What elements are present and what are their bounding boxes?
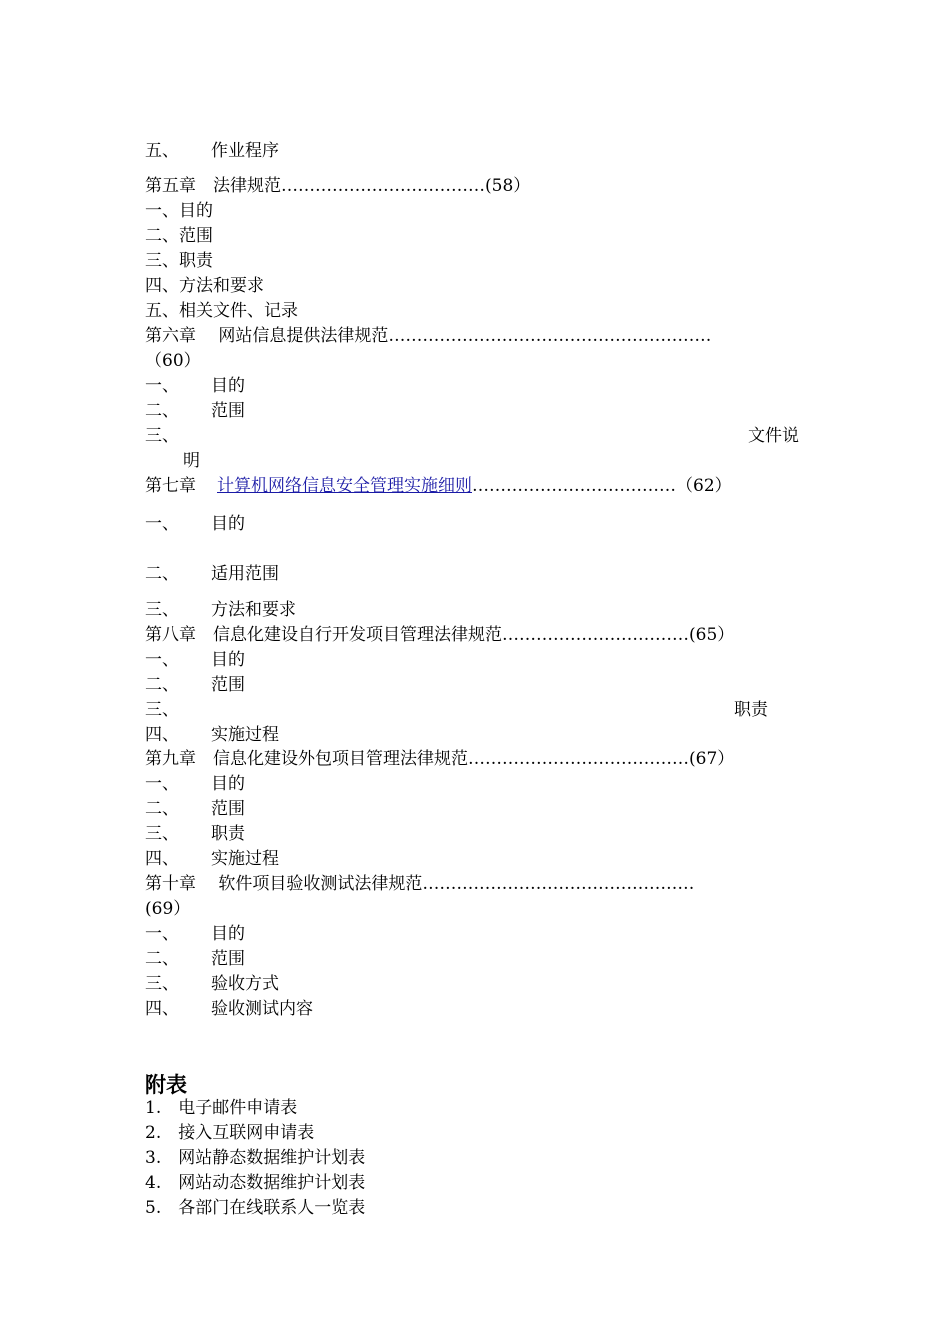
entry-number: 二、	[145, 799, 179, 819]
chapter-6-entry: 第六章 网站信息提供法律规范…………………………………………………	[145, 326, 712, 346]
toc-entry	[145, 924, 245, 944]
entry-title: 目的	[211, 650, 245, 670]
toc-entry: 二、范围	[145, 226, 213, 246]
entry-title: 适用范围	[211, 564, 279, 584]
entry-title: 范围	[211, 949, 245, 969]
chapter-8-entry: 第八章 信息化建设自行开发项目管理法律规范……………………………(65）	[145, 625, 735, 645]
chapter-10-page: (69）	[145, 899, 191, 919]
toc-entry	[145, 700, 768, 720]
entry-number: 一、	[145, 376, 179, 396]
entry-title: 目的	[211, 514, 245, 534]
entry-title: 验收测试内容	[211, 999, 313, 1019]
entry-title: 验收方式	[211, 974, 279, 994]
toc-entry: 五、相关文件、记录	[145, 301, 298, 321]
entry-title: 方法和要求	[211, 600, 296, 620]
entry-title: 实施过程	[211, 725, 279, 745]
entry-title: 目的	[211, 774, 245, 794]
entry-number: 三、	[145, 824, 179, 844]
chapter-9-entry: 第九章 信息化建设外包项目管理法律规范…………………………………(67）	[145, 749, 735, 769]
entry-title: 目的	[211, 376, 245, 396]
entry-number: 三、	[145, 426, 179, 446]
entry-title: 范围	[211, 675, 245, 695]
toc-entry: 三、职责	[145, 251, 213, 271]
toc-entry	[145, 774, 245, 794]
entry-number: 二、	[145, 675, 179, 695]
entry-title: 范围	[211, 401, 245, 421]
entry-number: 一、	[145, 650, 179, 670]
toc-entry	[145, 401, 245, 421]
entry-number: 三、	[145, 700, 179, 720]
chapter-label: 第七章	[145, 476, 196, 496]
entry-number: 一、	[145, 514, 179, 534]
entry-title: 范围	[211, 799, 245, 819]
toc-entry: 四、方法和要求	[145, 276, 264, 296]
toc-entry	[145, 141, 279, 161]
appendix-heading: 附表	[145, 1073, 187, 1097]
appendix-item: 3. 网站静态数据维护计划表	[145, 1148, 366, 1168]
entry-number: 一、	[145, 924, 179, 944]
entry-number: 四、	[145, 725, 179, 745]
toc-entry	[145, 999, 313, 1019]
chapter-5-entry: 第五章 法律规范………………………………(58）	[145, 176, 531, 196]
entry-number: 三、	[145, 600, 179, 620]
entry-number: 三、	[145, 974, 179, 994]
chapter-7-entry	[145, 476, 732, 496]
toc-entry	[145, 675, 245, 695]
toc-entry	[145, 799, 245, 819]
appendix-item: 1. 电子邮件申请表	[145, 1098, 298, 1118]
entry-number: 四、	[145, 999, 179, 1019]
entry-title: 目的	[211, 924, 245, 944]
chapter-7-link[interactable]: 计算机网络信息安全管理实施细则	[217, 476, 472, 496]
entry-title-wrap: 明	[183, 451, 200, 471]
toc-entry	[145, 564, 279, 584]
toc-entry	[145, 974, 279, 994]
entry-title: 职责	[211, 824, 245, 844]
toc-entry	[145, 650, 245, 670]
entry-number: 四、	[145, 849, 179, 869]
entry-number: 二、	[145, 564, 179, 584]
toc-entry	[145, 600, 296, 620]
toc-entry	[145, 824, 245, 844]
entry-number: 二、	[145, 949, 179, 969]
appendix-item: 2. 接入互联网申请表	[145, 1123, 315, 1143]
entry-title: 实施过程	[211, 849, 279, 869]
entry-title: 职责	[734, 700, 768, 720]
toc-entry: 一、目的	[145, 201, 213, 221]
chapter-10-entry: 第十章 软件项目验收测试法律规范…………………………………………	[145, 874, 695, 894]
appendix-item: 5. 各部门在线联系人一览表	[145, 1198, 366, 1218]
appendix-item: 4. 网站动态数据维护计划表	[145, 1173, 366, 1193]
chapter-6-page: （60）	[145, 351, 201, 371]
entry-title: 文件说	[748, 426, 799, 446]
toc-entry	[145, 849, 279, 869]
entry-number: 二、	[145, 401, 179, 421]
page-leader: ………………………………（62）	[472, 476, 732, 496]
toc-entry	[145, 949, 245, 969]
toc-entry	[145, 376, 245, 396]
toc-entry	[145, 514, 245, 534]
toc-entry	[145, 426, 799, 446]
entry-number: 一、	[145, 774, 179, 794]
entry-number: 五、	[145, 141, 179, 161]
entry-title: 作业程序	[211, 141, 279, 161]
toc-entry	[145, 725, 279, 745]
